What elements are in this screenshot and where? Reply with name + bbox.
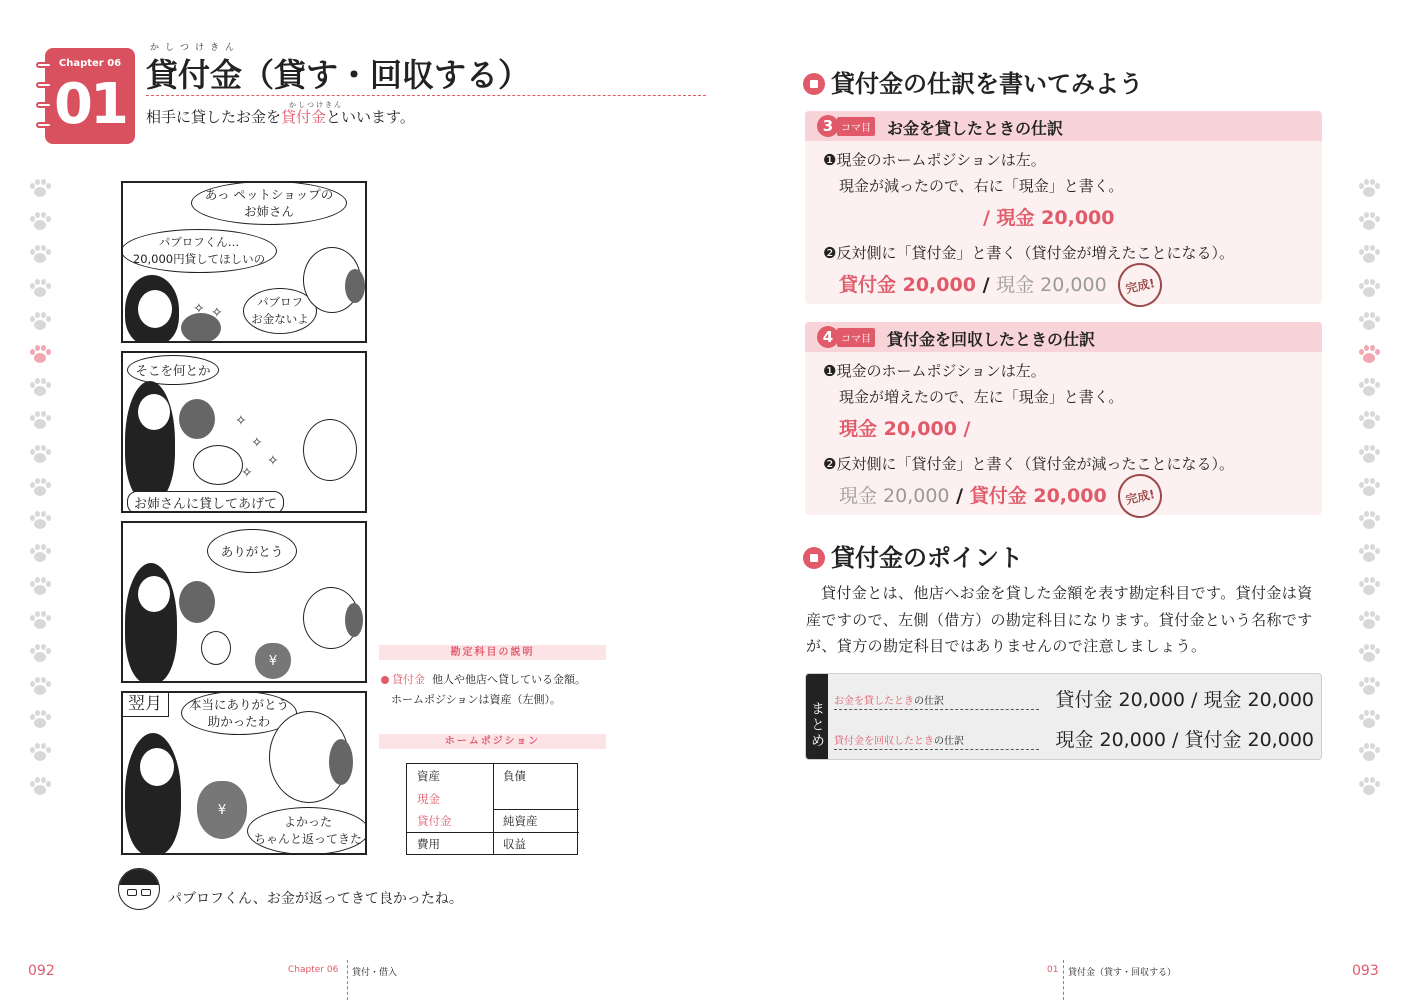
- speech-bubble: パブロフ お金ないよ: [243, 288, 317, 334]
- account-term: 貸付金: [392, 673, 425, 686]
- chapter-badge: [45, 48, 135, 144]
- money-bag-icon: ¥: [197, 781, 247, 839]
- page-title: 貸付金（貸す・回収する）: [146, 56, 531, 94]
- summary-row-value: 貸付金 20,000 / 現金 20,000: [1055, 689, 1314, 711]
- comic-panel-3: [121, 521, 367, 683]
- section-title-journal: [803, 64, 1143, 99]
- money-bag-icon: ¥: [255, 643, 291, 679]
- koma-number: 4: [817, 326, 839, 348]
- complete-stamp: 完成!: [1114, 470, 1166, 522]
- account-desc: 他人や他店へ貸している金額。: [432, 673, 586, 686]
- paw-print-icon: [1358, 576, 1380, 596]
- glasses-icon: [141, 889, 151, 896]
- comic-panel-1: [121, 181, 367, 343]
- glasses-icon: [127, 889, 137, 896]
- paw-print-icon: [29, 776, 51, 796]
- pet-icon: [201, 631, 231, 665]
- title-ruby: かしつけきん: [150, 43, 241, 53]
- table-divider: [407, 832, 579, 833]
- summary-label-rest: の仕訳: [914, 696, 944, 707]
- speech-bubble: そこを何とか: [127, 355, 219, 385]
- paw-print-icon: [1358, 676, 1380, 696]
- step-line: ❷反対側に「貸付金」と書く（貸付金が増えたことになる）。: [823, 244, 1234, 262]
- woman-face: [139, 747, 175, 787]
- entry-credit: 現金 20,000: [996, 274, 1107, 296]
- lead-term-ruby: かしつけきん: [289, 101, 343, 109]
- lead-text: [146, 106, 415, 127]
- paw-print-icon: [29, 410, 51, 430]
- sparkle-icon: ✧: [211, 305, 223, 321]
- paw-print-icon: [1358, 444, 1380, 464]
- paw-print-icon: [29, 178, 51, 198]
- paw-print-icon: [29, 676, 51, 696]
- journal-entry-final: [839, 270, 1107, 297]
- woman-face: [137, 393, 171, 431]
- paw-print-icon: [29, 244, 51, 264]
- paw-print-icon: [1358, 344, 1380, 364]
- step-line: 現金が減ったので、右に「現金」と書く。: [839, 177, 1124, 195]
- home-position-table: [406, 763, 578, 855]
- step-line: ❶現金のホームポジションは左。: [823, 151, 1046, 169]
- paw-print-icon: [29, 278, 51, 298]
- account-home: ホームポジションは資産（左側）。: [391, 693, 562, 706]
- teacher-hair: [119, 869, 160, 885]
- step-line: 現金が増えたので、左に「現金」と書く。: [839, 388, 1124, 406]
- entry-credit: 貸付金 20,000: [969, 485, 1107, 507]
- footer-chapter: Chapter 06: [288, 965, 339, 975]
- summary-box: [805, 673, 1322, 760]
- summary-label-rest: の仕訳: [934, 736, 964, 747]
- bullet-icon: [381, 676, 389, 684]
- sparkle-icon: ✧: [235, 413, 247, 429]
- paw-print-icon: [29, 576, 51, 596]
- dog-ear: [345, 603, 363, 637]
- entry-slash: /: [956, 485, 964, 507]
- paw-print-icon: [29, 643, 51, 663]
- account-explanation-line1: [381, 670, 586, 690]
- comic-panel-2: [121, 351, 367, 513]
- chapter-label: Chapter 06: [58, 58, 122, 69]
- step-box-3: [805, 111, 1322, 304]
- lead-term: 貸付金: [281, 108, 327, 126]
- dog-ear: [345, 269, 365, 303]
- paw-print-icon: [1358, 776, 1380, 796]
- sparkle-icon: ✧: [241, 465, 253, 481]
- chapter-number: 01: [54, 72, 126, 137]
- bottom-note: パブロフくん、お金が返ってきて良かったね。: [168, 891, 463, 907]
- paw-print-icon: [1358, 709, 1380, 729]
- paw-print-icon: [1358, 244, 1380, 264]
- journal-entry: / 現金 20,000: [983, 207, 1115, 229]
- paw-print-icon: [29, 444, 51, 464]
- step-box-4: [805, 322, 1322, 515]
- hp-expenses: 費用: [417, 837, 440, 851]
- step-line: ❶現金のホームポジションは左。: [823, 362, 1046, 380]
- sparkle-icon: ✧: [267, 453, 279, 469]
- step-box-header: [805, 111, 1322, 141]
- footer-num: 01: [1047, 965, 1059, 975]
- paw-print-icon: [1358, 477, 1380, 497]
- paw-print-icon: [1358, 742, 1380, 762]
- paw-print-icon: [29, 377, 51, 397]
- section-title-text: 貸付金のポイント: [831, 544, 1023, 572]
- entry-debit: 現金 20,000: [839, 485, 950, 507]
- pavlov-dog-head: [303, 419, 357, 481]
- section-title-text: 貸付金の仕訳を書いてみよう: [831, 70, 1143, 98]
- footer-divider: [347, 960, 348, 1000]
- sparkle-icon: ✧: [251, 435, 263, 451]
- speech-bubble: 本当にありがとう 助かったわ: [181, 691, 297, 735]
- paw-print-icon: [1358, 410, 1380, 430]
- paw-print-icon: [29, 543, 51, 563]
- step-box-title: お金を貸したときの仕訳: [887, 119, 1064, 138]
- summary-row-value: 現金 20,000 / 貸付金 20,000: [1055, 729, 1314, 751]
- footer-title: 貸付金（貸す・回収する）: [1068, 968, 1177, 978]
- speech-bubble: パブロフくん… 20,000円貸してほしいの: [121, 229, 277, 273]
- paw-print-icon: [1358, 178, 1380, 198]
- paw-print-icon: [29, 742, 51, 762]
- entry-slash: /: [982, 274, 990, 296]
- koma-number: 3: [817, 115, 839, 137]
- section-marker-icon: [803, 73, 825, 95]
- next-month-label: 翌月: [121, 691, 169, 717]
- koma-label: コマ目: [837, 328, 875, 347]
- hp-assets: 資産: [417, 769, 440, 783]
- paw-print-icon: [29, 344, 51, 364]
- speech-bubble: ありがとう: [207, 529, 297, 573]
- summary-row-label: [834, 732, 1039, 750]
- footer-section: 貸付・借入: [352, 968, 398, 978]
- journal-entry: 現金 20,000 /: [839, 418, 971, 440]
- footer-divider: [1063, 960, 1064, 1000]
- koma-badge: [817, 326, 875, 348]
- hp-cash: 現金: [417, 792, 440, 806]
- summary-label-pink: お金を貸したとき: [834, 696, 914, 707]
- account-explanation-header: 勘定科目の説明: [379, 645, 606, 660]
- pet-icon: [179, 399, 215, 439]
- entry-debit: 貸付金 20,000: [839, 274, 976, 296]
- paw-print-icon: [1358, 543, 1380, 563]
- paw-print-icon: [1358, 311, 1380, 331]
- step-line: ❷反対側に「貸付金」と書く（貸付金が減ったことになる）。: [823, 455, 1234, 473]
- home-position-header: ホームポジション: [379, 734, 606, 749]
- comic-caption: お姉さんに貸してあげて: [127, 491, 284, 513]
- sparkle-icon: ✧: [193, 301, 205, 317]
- section-title-point: [803, 538, 1023, 573]
- speech-bubble: あっ ペットショップの お姉さん: [191, 181, 347, 225]
- page-number-right: 093: [1352, 963, 1379, 979]
- summary-row-label: [834, 692, 1039, 710]
- paw-print-icon: [29, 477, 51, 497]
- section-marker-icon: [803, 547, 825, 569]
- paw-print-icon: [1358, 643, 1380, 663]
- summary-tag: まとめ: [806, 674, 828, 760]
- summary-row: [834, 684, 1314, 712]
- hp-net-assets: 純資産: [503, 814, 538, 828]
- title-divider: [146, 95, 706, 96]
- paw-print-icon: [29, 610, 51, 630]
- page-number-left: 092: [28, 963, 55, 979]
- lead-before: 相手に貸したお金を: [146, 108, 282, 126]
- paw-print-icon: [1358, 211, 1380, 231]
- hp-revenues: 収益: [503, 837, 526, 851]
- summary-row: [834, 724, 1314, 752]
- paw-print-icon: [1358, 377, 1380, 397]
- woman-face: [137, 289, 173, 329]
- paw-print-icon: [29, 211, 51, 231]
- point-paragraph: 貸付金とは、他店へお金を貸した金額を表す勘定科目です。貸付金は資産ですので、左側（借方）の勘定科目になります。貸付金という名称ですが、貸方の勘定科目ではありませんので注意しましょう。: [806, 584, 1313, 655]
- table-divider: [493, 809, 579, 810]
- step-box-title: 貸付金を回収したときの仕訳: [887, 330, 1096, 349]
- complete-stamp: 完成!: [1114, 259, 1166, 311]
- pet-icon: [179, 581, 215, 623]
- koma-label: コマ目: [837, 117, 875, 136]
- paw-print-icon: [1358, 278, 1380, 298]
- journal-entry-final: [839, 481, 1107, 508]
- paw-print-icon: [1358, 510, 1380, 530]
- paw-print-icon: [29, 709, 51, 729]
- summary-label-pink: 貸付金を回収したとき: [834, 736, 934, 747]
- pet-icon: [193, 445, 243, 485]
- comic-panel-4: [121, 691, 367, 855]
- step-box-header: [805, 322, 1322, 352]
- teacher-avatar: [118, 868, 160, 910]
- paw-print-icon: [29, 510, 51, 530]
- koma-badge: [817, 115, 875, 137]
- woman-face: [137, 575, 171, 613]
- paw-print-icon: [29, 311, 51, 331]
- paw-print-icon: [1358, 610, 1380, 630]
- hp-loans: 貸付金: [417, 814, 452, 828]
- lead-after: といいます。: [326, 108, 415, 126]
- speech-bubble: よかった ちゃんと返ってきた: [247, 807, 367, 855]
- dog-ear: [329, 739, 353, 785]
- hp-liabilities: 負債: [503, 769, 526, 783]
